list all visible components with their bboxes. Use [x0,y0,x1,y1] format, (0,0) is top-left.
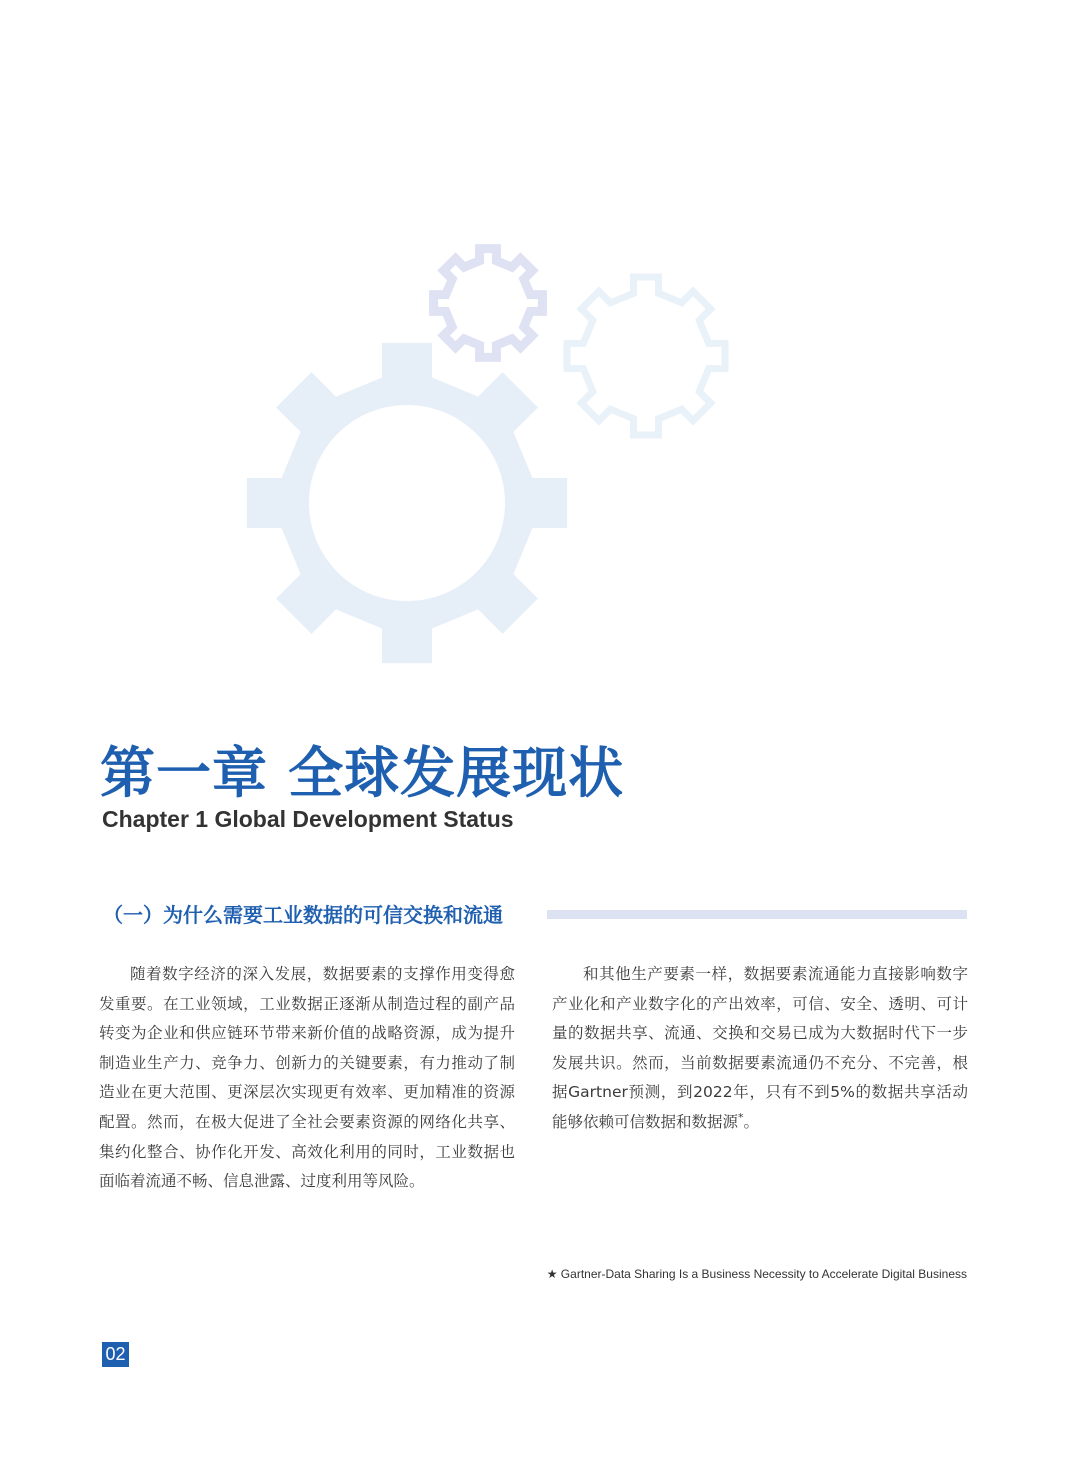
page-number: 02 [102,1342,129,1367]
large-gear-icon [247,343,567,663]
body-paragraph-right [552,960,968,1138]
medium-gear-outline-shape [567,277,725,435]
section-heading-rule [547,910,967,919]
medium-gear-outline-icon [567,277,725,435]
body-paragraph-left: 随着数字经济的深入发展，数据要素的支撑作用变得愈发重要。在工业领域，工业数据正逐渐从制造过程的副产品转变为企业和供应链环节带来新价值的战略资源，成为提升制造业生产力、竞争力、创新力的关键要素，有力推动了制造业在更大范围、更深层次实现更有效率、更加精准的资源配置。然而，在极大促进了全社会要素资源的网络化共享、集约化整合、协作化开发、高效化利用的同时，工业数据也面临着流通不畅、信息泄露、过度利用等风险。 [99,965,515,1191]
section-heading: （一）为什么需要工业数据的可信交换和流通 [103,903,503,927]
chapter-subtitle: Chapter 1 Global Development Status [102,806,514,832]
small-gear-outline-shape [434,249,543,358]
large-gear-shape [247,343,567,663]
body-paragraph-right-text: 和其他生产要素一样，数据要素流通能力直接影响数字产业化和产业数字化的产出效率，可信、安全、透明、可计量的数据共享、流通、交换和交易已成为大数据时代下一步发展共识。然而，当前数据要素流通仍不充分、不完善，根据Gartner预测，到2022年，只有不到5%的数据共享活动能够依赖可信数据和数据源 [552,965,968,1131]
small-gear-outline-icon [434,249,543,358]
gear-illustration [0,0,1080,700]
footnote: ★ Gartner-Data Sharing Is a Business Necessity to Accelerate Digital Business [546,1267,967,1281]
body-paragraph-right-end: 。 [743,1112,760,1131]
chapter-title: 第一章 全球发展现状 [100,741,625,805]
footnote-reference-mark: * [738,1110,744,1124]
